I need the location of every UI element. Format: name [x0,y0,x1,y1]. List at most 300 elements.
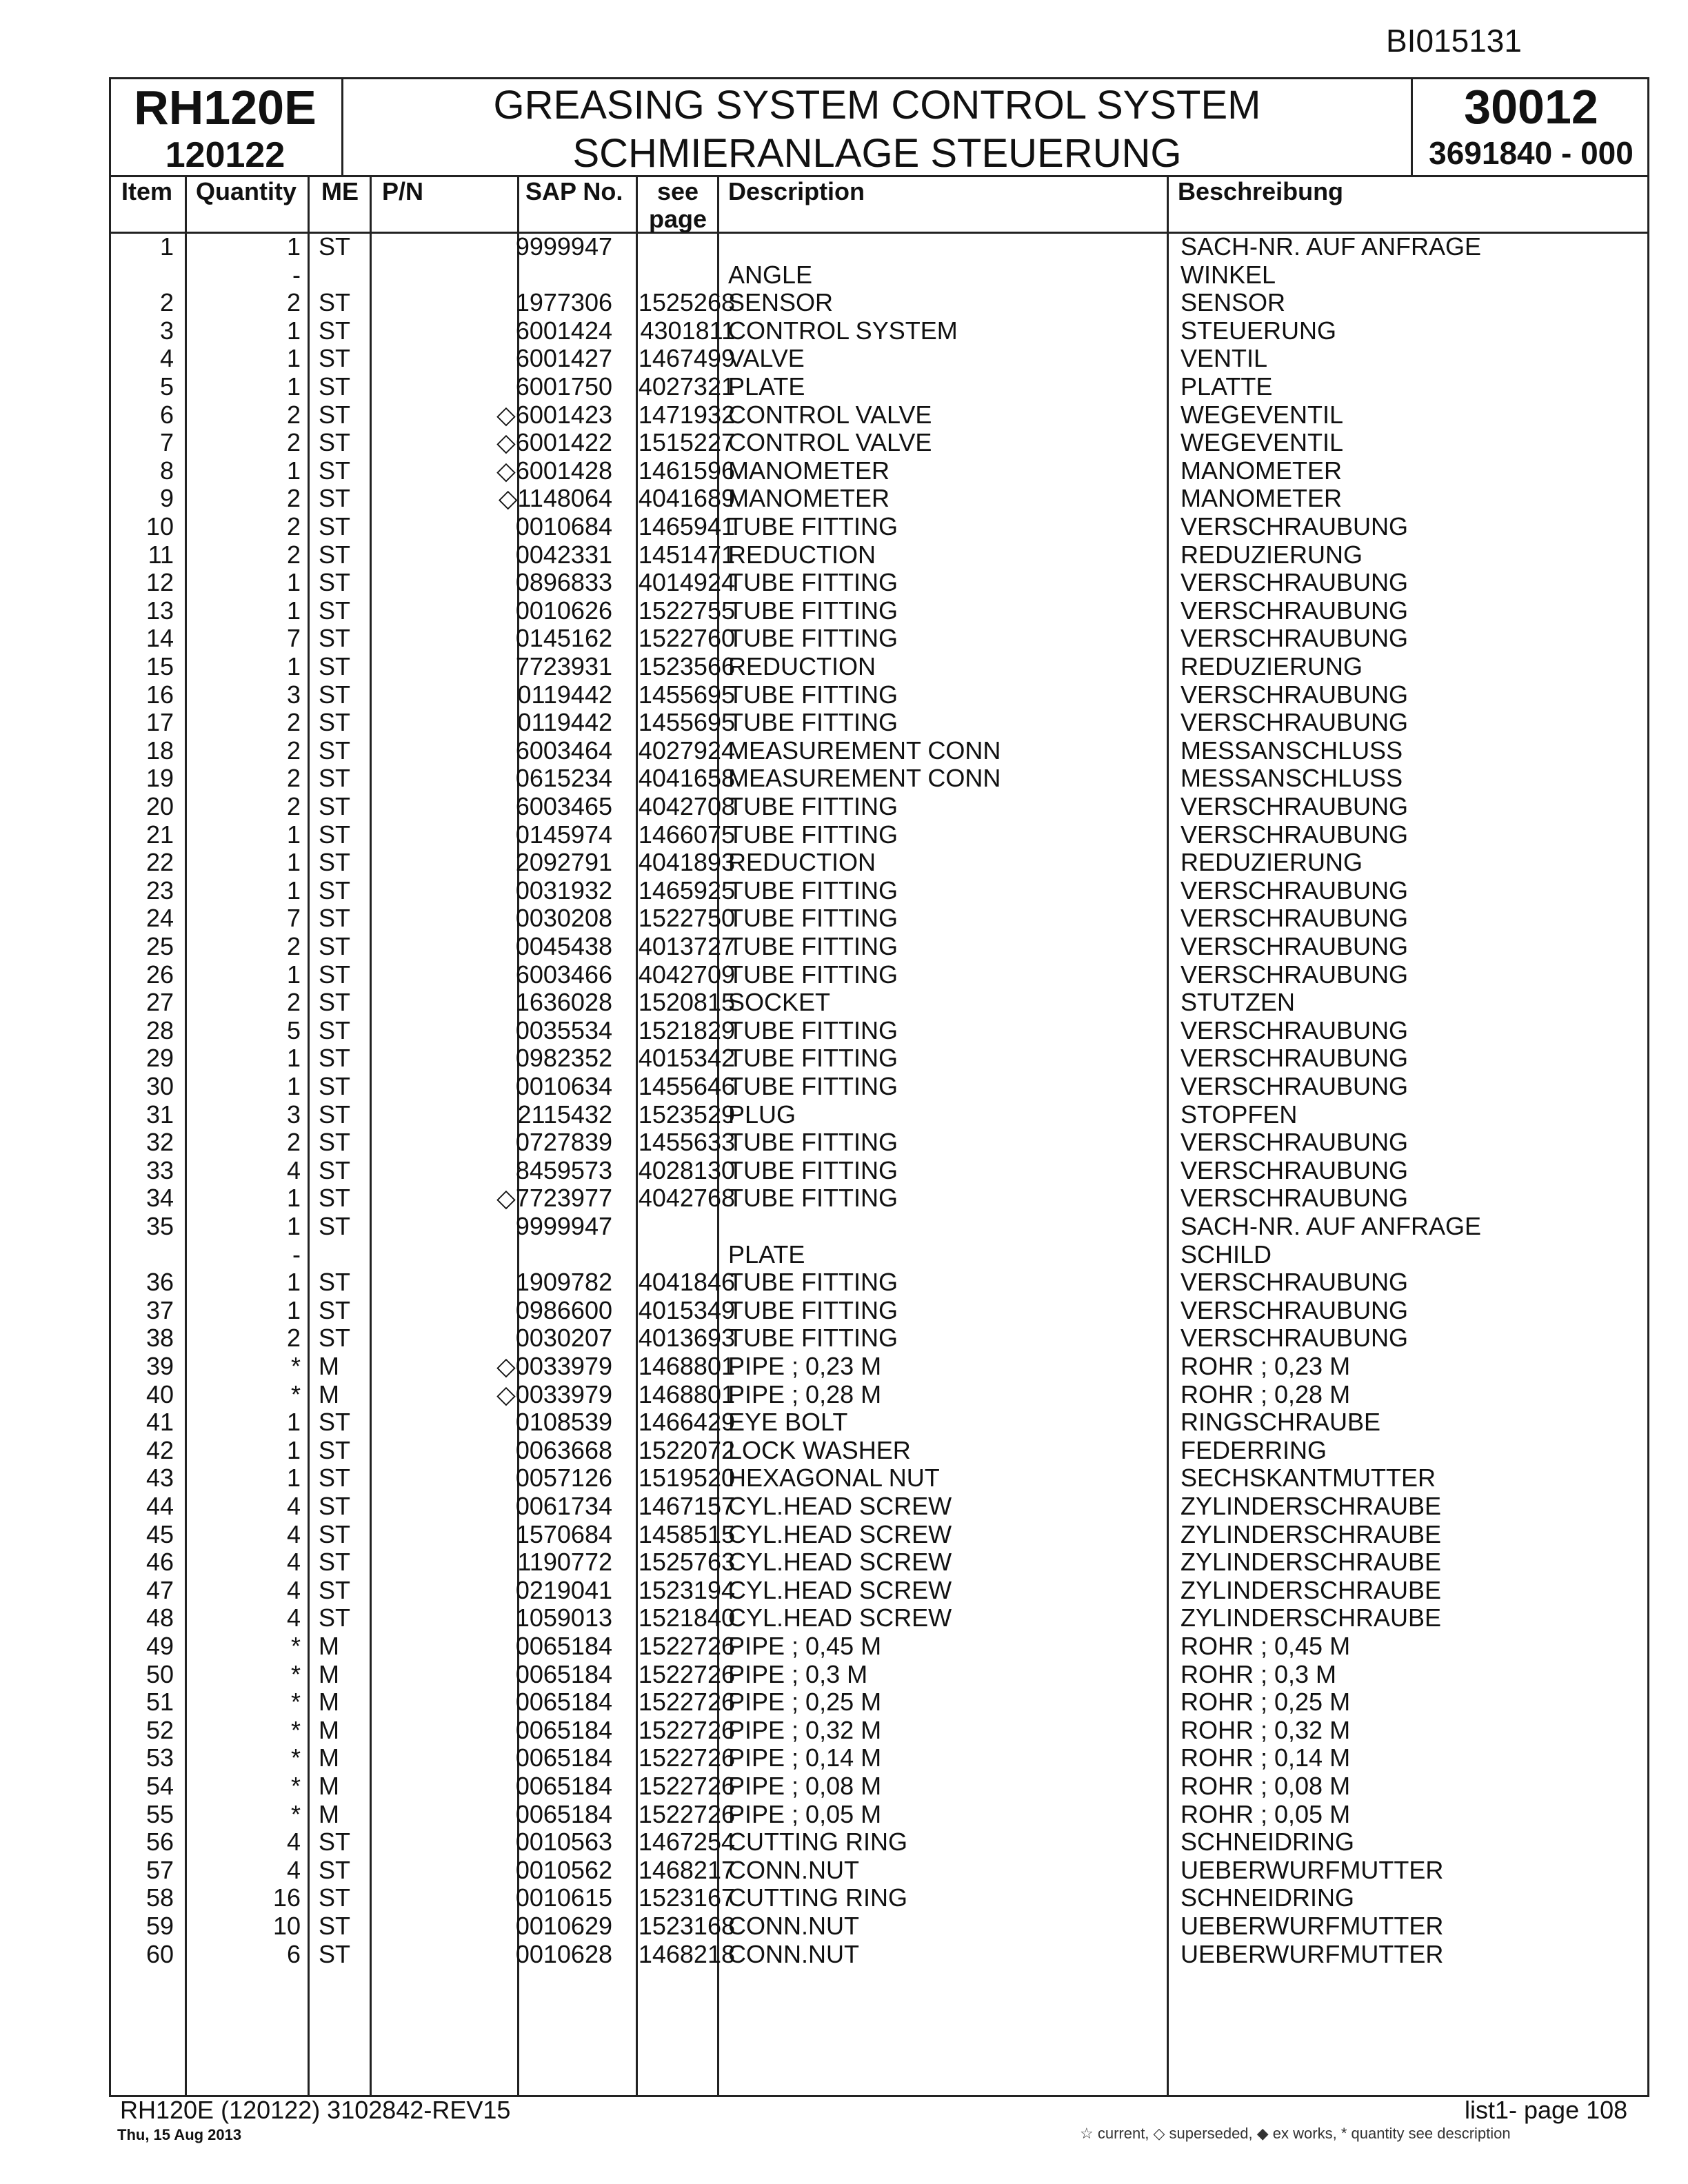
cell-quantity: 1 [286,372,301,401]
cell-quantity: 2 [286,540,301,569]
cell-item-number: 40 [145,1379,174,1408]
cell-unit: ST [319,1883,351,1912]
cell-beschreibung: ROHR ; 0,3 M [1180,1659,1337,1688]
cell-unit: ST [319,1212,351,1240]
cell-beschreibung: UEBERWURFMUTTER [1180,1939,1444,1968]
table-row [109,904,1649,933]
cell-part-number: 6003466 [515,960,612,989]
drawing-number: 3691840 - 000 [1429,135,1634,171]
table-row [109,1717,1649,1745]
cell-description: CYL.HEAD SCREW [728,1519,952,1548]
cell-beschreibung: STOPFEN [1180,1100,1298,1129]
cell-description: PIPE ; 0,45 M [728,1632,882,1660]
table-row [109,233,1649,261]
cell-quantity: 2 [286,1128,301,1157]
cell-quantity: 7 [286,904,301,933]
cell-description: CONN.NUT [728,1939,859,1968]
cell-item-number: 33 [145,1155,174,1184]
cell-quantity: 1 [286,596,301,625]
cell-unit: ST [319,932,351,960]
cell-unit: ST [319,288,351,317]
cell-description: SENSOR [728,288,834,317]
table-row [109,345,1649,373]
table-row [109,989,1649,1017]
table-row [109,1744,1649,1772]
cell-unit: ST [319,512,351,540]
cell-item-number: 17 [145,708,174,737]
table-row [109,1184,1649,1213]
cell-item-number: 21 [145,820,174,849]
table-row [109,289,1649,317]
column-header-sap: SAP No. [525,177,623,205]
cell-description: TUBE FITTING [728,624,898,653]
cell-sap-number: 4041658 [638,764,735,793]
cell-sap-number: 1466075 [638,820,735,849]
cell-beschreibung: SACH-NR. AUF ANFRAGE [1180,232,1482,261]
cell-beschreibung: ZYLINDERSCHRAUBE [1180,1519,1442,1548]
cell-part-number: 0010563 [515,1828,612,1857]
title-german: SCHMIERANLAGE STEUERUNG [572,131,1182,176]
cell-unit: ST [319,988,351,1017]
cell-unit: ST [319,484,351,513]
cell-description: TUBE FITTING [728,904,898,933]
cell-description: PIPE ; 0,14 M [728,1743,882,1772]
cell-description: PIPE ; 0,3 M [728,1659,868,1688]
cell-beschreibung: REDUZIERUNG [1180,848,1363,877]
table-row [109,373,1649,401]
cell-beschreibung: VERSCHRAUBUNG [1180,1072,1409,1100]
cell-item-number: 57 [145,1855,174,1884]
cell-beschreibung: VERSCHRAUBUNG [1180,1015,1409,1044]
cell-part-number: 0982352 [515,1044,612,1073]
table-row [109,457,1649,485]
cell-beschreibung: SCHNEIDRING [1180,1828,1355,1857]
cell-part-number: 0896833 [515,568,612,597]
cell-description: TUBE FITTING [728,876,898,904]
title-box [343,77,1411,175]
cell-unit: ST [319,1268,351,1297]
table-row [109,1464,1649,1493]
cell-part-number: 1909782 [515,1268,612,1297]
cell-sap-number: 1522726 [638,1743,735,1772]
cell-description: CONTROL SYSTEM [728,316,958,345]
cell-quantity: 4 [286,1828,301,1857]
cell-sap-number: 1465925 [638,876,735,904]
table-row [109,1632,1649,1661]
cell-part-number: 6001750 [515,372,612,401]
cell-item-number: 48 [145,1604,174,1632]
cell-part-number: 7723931 [515,652,612,680]
cell-part-number: 0031932 [515,876,612,904]
cell-sap-number: 1522726 [638,1772,735,1800]
cell-beschreibung: VERSCHRAUBUNG [1180,1324,1409,1353]
cell-part-number: 0065184 [515,1715,612,1744]
cell-sap-number: 1455695 [638,680,735,709]
cell-beschreibung: ZYLINDERSCHRAUBE [1180,1575,1442,1604]
cell-part-number: 0042331 [515,540,612,569]
cell-beschreibung: WEGEVENTIL [1180,400,1344,429]
cell-sap-number: 1468218 [638,1939,735,1968]
cell-description: TUBE FITTING [728,820,898,849]
cell-item-number: 37 [145,1295,174,1324]
cell-unit: M [319,1715,339,1744]
cell-sap-number: 4014924 [638,568,735,597]
cell-description: TUBE FITTING [728,680,898,709]
model-box [109,77,343,175]
cell-description: TUBE FITTING [728,1072,898,1100]
cell-part-number: 9999947 [515,232,612,261]
cell-description: PIPE ; 0,05 M [728,1799,882,1828]
cell-item-number: 4 [159,344,174,373]
cell-unit: ST [319,1464,351,1493]
cell-quantity: - [292,1240,301,1268]
cell-description: CUTTING RING [728,1828,907,1857]
cell-item-number: 59 [145,1912,174,1940]
cell-item-number: 28 [145,1015,174,1044]
column-header-description: Description [728,177,865,205]
cell-part-number: 0727839 [515,1128,612,1157]
cell-part-number: 6003465 [515,792,612,820]
cell-item-number: 18 [145,736,174,765]
table-row [109,429,1649,457]
cell-part-number: 0065184 [515,1743,612,1772]
table-row [109,1044,1649,1073]
cell-quantity: 1 [286,876,301,904]
cell-unit: ST [319,1492,351,1520]
cell-description: ANGLE [728,260,813,289]
cell-quantity: 2 [286,764,301,793]
cell-item-number: 16 [145,680,174,709]
cell-unit: ST [319,1435,351,1464]
cell-beschreibung: MANOMETER [1180,484,1342,513]
cell-item-number: 32 [145,1128,174,1157]
cell-item-number: 7 [159,428,174,457]
cell-quantity: 10 [272,1912,301,1940]
cell-unit: ST [319,344,351,373]
cell-quantity: * [290,1352,301,1380]
cell-unit: ST [319,1155,351,1184]
cell-item-number: 49 [145,1632,174,1660]
cell-part-number: 0063668 [515,1435,612,1464]
table-row [109,1268,1649,1297]
cell-sap-number: 1525763 [638,1548,735,1577]
cell-description: CYL.HEAD SCREW [728,1492,952,1520]
cell-beschreibung: ROHR ; 0,45 M [1180,1632,1351,1660]
cell-sap-number: 1522760 [638,624,735,653]
table-row [109,877,1649,905]
cell-part-number: 0219041 [515,1575,612,1604]
cell-description: REDUCTION [728,848,876,877]
cell-quantity: 4 [286,1548,301,1577]
cell-beschreibung: SECHSKANTMUTTER [1180,1464,1436,1493]
cell-quantity: 7 [286,624,301,653]
cell-beschreibung: UEBERWURFMUTTER [1180,1855,1444,1884]
cell-quantity: 3 [286,1100,301,1129]
table-row [109,793,1649,821]
cell-quantity: 1 [286,960,301,989]
cell-beschreibung: ROHR ; 0,25 M [1180,1688,1351,1717]
cell-unit: ST [319,316,351,345]
cell-sap-number: 1455646 [638,1072,735,1100]
cell-unit: ST [319,1828,351,1857]
cell-beschreibung: VERSCHRAUBUNG [1180,820,1409,849]
symbol-legend: ☆ current, ◇ superseded, ◆ ex works, * quantity see description [1080,2125,1511,2142]
cell-part-number: ◇0033979 [496,1352,612,1380]
cell-item-number: 6 [159,400,174,429]
cell-part-number: 6003464 [515,736,612,765]
table-row [109,1801,1649,1829]
cell-part-number: ◇6001423 [496,400,612,429]
cell-description: CONTROL VALVE [728,400,932,429]
cell-item-number: 22 [145,848,174,877]
cell-item-number: 20 [145,792,174,820]
cell-sap-number: 1522726 [638,1799,735,1828]
cell-unit: ST [319,1519,351,1548]
cell-description: CONN.NUT [728,1912,859,1940]
cell-unit: ST [319,1855,351,1884]
table-row [109,1493,1649,1521]
cell-item-number: 53 [145,1743,174,1772]
cell-item-number: 8 [159,456,174,485]
cell-sap-number: 4013727 [638,932,735,960]
table-row [109,1129,1649,1157]
cell-sap-number: 1523167 [638,1883,735,1912]
cell-part-number: 9999947 [515,1212,612,1240]
table-row [109,1941,1649,1969]
cell-beschreibung: WINKEL [1180,260,1276,289]
cell-description: MEASUREMENT CONN [728,764,1001,793]
cell-item-number: 55 [145,1799,174,1828]
cell-part-number: 6001424 [515,316,612,345]
table-row [109,1688,1649,1717]
cell-beschreibung: RINGSCHRAUBE [1180,1408,1381,1437]
cell-part-number: 6001427 [515,344,612,373]
cell-quantity: * [290,1799,301,1828]
cell-item-number: 10 [145,512,174,540]
cell-quantity: 1 [286,1044,301,1073]
cell-unit: ST [319,1939,351,1968]
cell-item-number: 31 [145,1100,174,1129]
cell-sap-number: 1523194 [638,1575,735,1604]
cell-description: MANOMETER [728,456,890,485]
cell-item-number: 12 [145,568,174,597]
cell-sap-number: 1467157 [638,1492,735,1520]
cell-beschreibung: VENTIL [1180,344,1268,373]
cell-unit: M [319,1799,339,1828]
cell-sap-number: 4013693 [638,1324,735,1353]
table-row [109,401,1649,429]
table-row [109,597,1649,625]
cell-beschreibung: VERSCHRAUBUNG [1180,680,1409,709]
table-row [109,737,1649,765]
cell-quantity: 4 [286,1155,301,1184]
cell-item-number: 35 [145,1212,174,1240]
cell-quantity: 1 [286,316,301,345]
cell-item-number: 47 [145,1575,174,1604]
cell-quantity: 2 [286,512,301,540]
cell-unit: ST [319,1044,351,1073]
cell-part-number: 1059013 [515,1604,612,1632]
cell-part-number: 0045438 [515,932,612,960]
column-header-see-page: see page [648,177,707,233]
cell-part-number: 8459573 [515,1155,612,1184]
footer-date: Thu, 15 Aug 2013 [117,2126,242,2143]
cell-part-number: 1636028 [515,988,612,1017]
cell-description: TUBE FITTING [728,1184,898,1213]
table-row [109,1912,1649,1941]
cell-beschreibung: VERSCHRAUBUNG [1180,960,1409,989]
cell-unit: ST [319,428,351,457]
cell-item-number: 9 [159,484,174,513]
cell-quantity: 2 [286,736,301,765]
cell-beschreibung: UEBERWURFMUTTER [1180,1912,1444,1940]
cell-part-number: 0986600 [515,1295,612,1324]
cell-description: PLATE [728,1240,805,1268]
cell-beschreibung: STUTZEN [1180,988,1295,1017]
cell-sap-number: 1522755 [638,596,735,625]
table-row [109,709,1649,737]
cell-beschreibung: ZYLINDERSCHRAUBE [1180,1492,1442,1520]
cell-sap-number: 1515227 [638,428,735,457]
model-name: RH120E [134,81,316,134]
cell-quantity: * [290,1772,301,1800]
cell-item-number: 41 [145,1408,174,1437]
cell-beschreibung: SENSOR [1180,288,1286,317]
cell-quantity: 2 [286,932,301,960]
cell-description: PLATE [728,372,805,401]
cell-unit: ST [319,624,351,653]
cell-beschreibung: SACH-NR. AUF ANFRAGE [1180,1212,1482,1240]
cell-unit: ST [319,1100,351,1129]
cell-part-number: 2092791 [515,848,612,877]
cell-part-number: 2115432 [517,1100,612,1129]
cell-description: TUBE FITTING [728,568,898,597]
cell-beschreibung: PLATTE [1180,372,1273,401]
table-row [109,1101,1649,1129]
cell-description: MEASUREMENT CONN [728,736,1001,765]
table-row [109,1857,1649,1885]
serial-number: 120122 [165,135,285,175]
table-row [109,1381,1649,1409]
cell-sap-number: 1468801 [638,1352,735,1380]
cell-part-number: 0065184 [515,1632,612,1660]
cell-quantity: 2 [286,428,301,457]
cell-part-number: 0119442 [517,680,612,709]
cell-sap-number: 1523168 [638,1912,735,1940]
cell-beschreibung: REDUZIERUNG [1180,652,1363,680]
cell-beschreibung: SCHNEIDRING [1180,1883,1355,1912]
cell-unit: ST [319,736,351,765]
column-header-quantity: Quantity [196,177,297,205]
table-row [109,541,1649,569]
cell-part-number: 0057126 [515,1464,612,1493]
cell-beschreibung: VERSCHRAUBUNG [1180,1184,1409,1213]
cell-unit: ST [319,848,351,877]
cell-item-number: 52 [145,1715,174,1744]
cell-description: TUBE FITTING [728,1324,898,1353]
cell-description: TUBE FITTING [728,1044,898,1073]
cell-part-number: 0010626 [515,596,612,625]
cell-item-number: 38 [145,1324,174,1353]
table-row [109,1884,1649,1912]
cell-description: CUTTING RING [728,1883,907,1912]
cell-description: TUBE FITTING [728,512,898,540]
cell-sap-number: 1468217 [638,1855,735,1884]
cell-unit: M [319,1379,339,1408]
cell-unit: ST [319,400,351,429]
cell-sap-number: 1451471 [638,540,735,569]
cell-sap-number: 4042709 [638,960,735,989]
cell-beschreibung: ZYLINDERSCHRAUBE [1180,1548,1442,1577]
cell-description: PIPE ; 0,32 M [728,1715,882,1744]
cell-unit: ST [319,764,351,793]
cell-item-number: 56 [145,1828,174,1857]
cell-sap-number: 4041846 [638,1268,735,1297]
cell-sap-number: 1458515 [638,1519,735,1548]
column-header-pn: P/N [382,177,424,205]
cell-part-number: ◇1148064 [498,484,612,513]
cell-sap-number: 1467499 [638,344,735,373]
document-id: BI015131 [1386,23,1522,59]
cell-unit: M [319,1772,339,1800]
table-row [109,1521,1649,1549]
table-row [109,765,1649,793]
cell-description: CONN.NUT [728,1855,859,1884]
cell-part-number: ◇6001428 [496,456,612,485]
cell-item-number: 43 [145,1464,174,1493]
cell-item-number: 29 [145,1044,174,1073]
cell-part-number: ◇0033979 [496,1379,612,1408]
cell-beschreibung: VERSCHRAUBUNG [1180,1155,1409,1184]
cell-quantity: 4 [286,1604,301,1632]
cell-part-number: 0065184 [515,1772,612,1800]
cell-part-number: 0035534 [515,1015,612,1044]
cell-sap-number: 1465941 [638,512,735,540]
cell-unit: ST [319,652,351,680]
cell-description: CYL.HEAD SCREW [728,1604,952,1632]
cell-item-number: 58 [145,1883,174,1912]
cell-item-number: 19 [145,764,174,793]
cell-sap-number: 1520815 [638,988,735,1017]
cell-sap-number: 1455633 [638,1128,735,1157]
cell-unit: ST [319,1015,351,1044]
cell-description: TUBE FITTING [728,596,898,625]
cell-unit: M [319,1743,339,1772]
cell-sap-number: 1521829 [638,1015,735,1044]
cell-quantity: 2 [286,988,301,1017]
cell-quantity: 1 [286,456,301,485]
cell-quantity: 1 [286,568,301,597]
cell-item-number: 39 [145,1352,174,1380]
cell-part-number: 0065184 [515,1799,612,1828]
table-row [109,1828,1649,1857]
cell-description: PIPE ; 0,28 M [728,1379,882,1408]
cell-quantity: 1 [286,232,301,261]
cell-part-number: 0010628 [515,1939,612,1968]
cell-item-number: 45 [145,1519,174,1548]
table-row [109,1408,1649,1437]
cell-quantity: 4 [286,1575,301,1604]
cell-description: REDUCTION [728,540,876,569]
cell-beschreibung: VERSCHRAUBUNG [1180,512,1409,540]
cell-description: TUBE FITTING [728,1155,898,1184]
cell-part-number: 0061734 [515,1492,612,1520]
cell-item-number: 5 [159,372,174,401]
cell-part-number: 0010629 [515,1912,612,1940]
cell-unit: ST [319,232,351,261]
page-reference: list1- page 108 [1465,2096,1628,2124]
table-row [109,513,1649,541]
